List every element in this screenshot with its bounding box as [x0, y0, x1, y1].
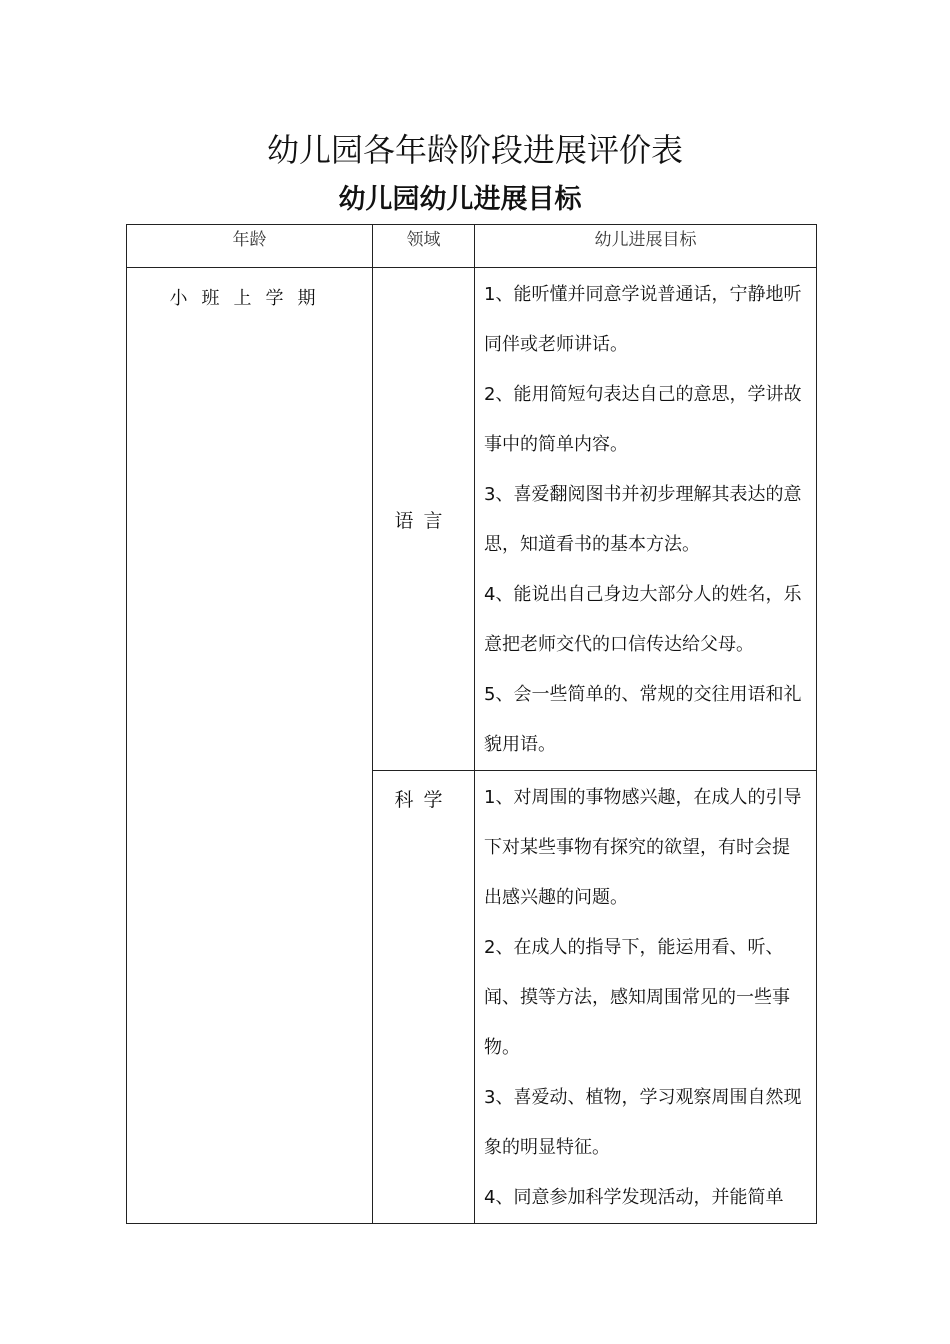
- header-age: 年龄: [127, 225, 373, 268]
- goal-item: 1、对周围的事物感兴趣，在成人的引导下对某些事物有探究的欲望，有时会提出感兴趣的问题。: [484, 787, 802, 908]
- domain-science: 科学: [373, 771, 475, 1224]
- goals-language: [475, 268, 817, 771]
- goal-item: 5、会一些简单的、常规的交往用语和礼貌用语。: [484, 684, 802, 755]
- header-domain: 领域: [373, 225, 475, 268]
- domain-language: 语言: [373, 268, 475, 771]
- header-goals: 幼儿进展目标: [475, 225, 817, 268]
- goal-item: 2、能用简短句表达自己的意思，学讲故事中的简单内容。: [484, 384, 802, 455]
- document-subtitle: 幼儿园幼儿进展目标: [338, 184, 582, 215]
- goal-item: 2、在成人的指导下，能运用看、听、闻、摸等方法，感知周围常见的一些事物。: [484, 937, 790, 1058]
- age-cell: 小班上学期: [127, 268, 373, 1224]
- goal-item: 4、同意参加科学发现活动，并能简单: [484, 1187, 784, 1208]
- table-header-row: [127, 225, 817, 268]
- goal-item: 1、能听懂并同意学说普通话，宁静地听同伴或老师讲话。: [484, 284, 802, 355]
- goal-item: 4、能说出自己身边大部分人的姓名，乐意把老师交代的口信传达给父母。: [484, 584, 802, 655]
- development-goals-table: [126, 224, 817, 1224]
- goal-item: 3、喜爱动、植物，学习观察周围自然现象的明显特征。: [484, 1087, 802, 1158]
- goal-item: 3、喜爱翻阅图书并初步理解其表达的意思，知道看书的基本方法。: [484, 484, 802, 555]
- table-row-language: [127, 268, 817, 771]
- goals-science: [475, 771, 817, 1224]
- document-title: 幼儿园各年龄阶段进展评价表: [266, 131, 683, 169]
